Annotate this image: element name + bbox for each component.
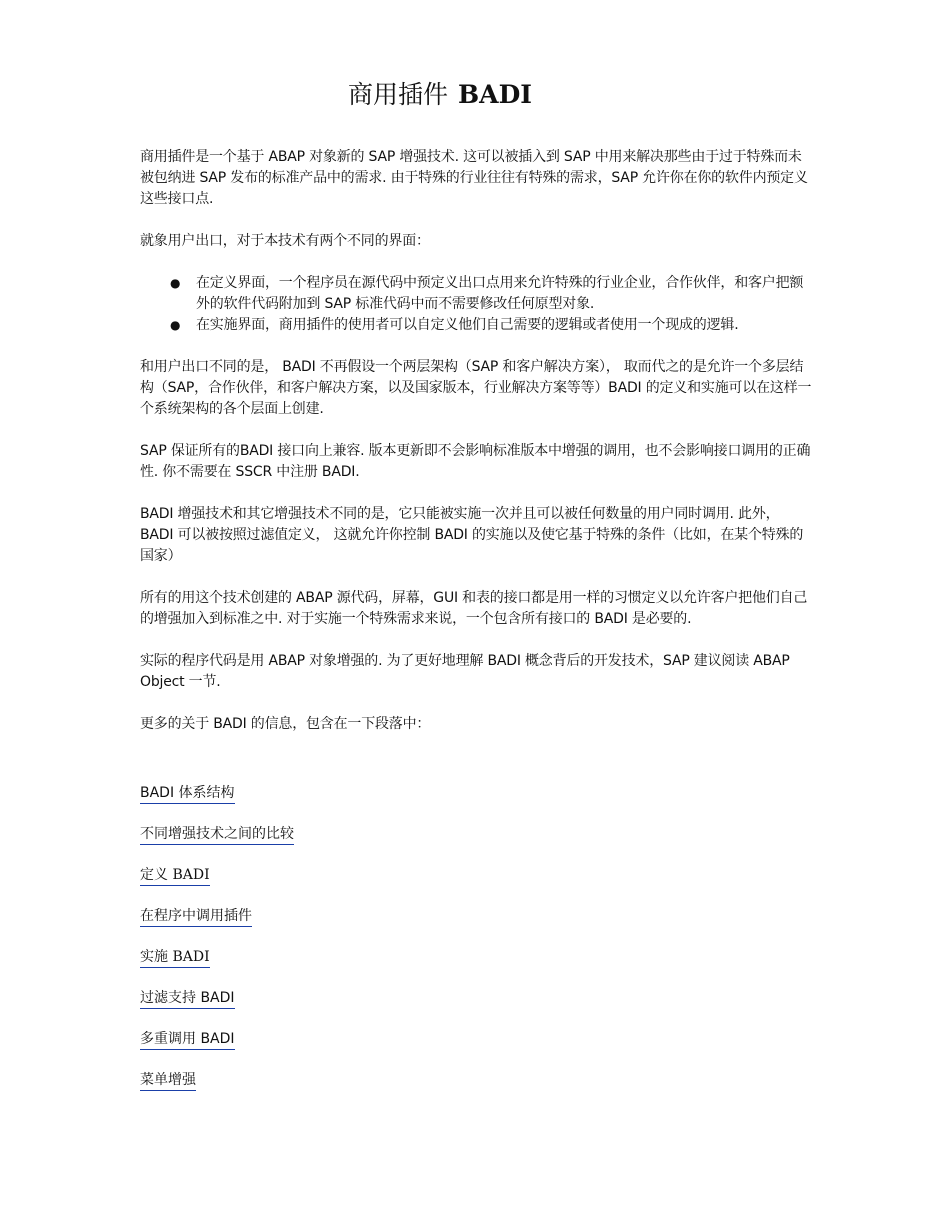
link-enhancement-comparison[interactable]: 不同增强技术之间的比较 <box>140 825 294 845</box>
link-call-in-program[interactable]: 在程序中调用插件 <box>140 907 252 927</box>
interface-list <box>140 273 812 336</box>
paragraph-more-info: 更多的关于 BADI 的信息，包含在一下段落中： <box>140 716 431 732</box>
link-define-badi[interactable]: 定义 BADI <box>140 866 210 886</box>
list-item: ● 在定义界面，一个程序员在源代码中预定义出口点用来允许特殊的行业企业，合作伙伴，和客户把额外的软件代码附加到 SAP 标准代码中而不需要修改任何原型对象. <box>170 275 804 312</box>
paragraph-multilayer: 和用户出口不同的是， BADI 不再假设一个两层架构（SAP 和客户解决方案）， 取而代之的是允许一个多层结构（SAP，合作伙伴，和客户解决方案，以及国家版本，行业解决方案等等）BADI 的定义和实施可以在这样一个系统架构的各个层面上创建. <box>140 359 812 417</box>
paragraph-intro: 商用插件是一个基于 ABAP 对象新的 SAP 增强技术. 这可以被插入到 SAP 中用来解决那些由于过于特殊而未被包纳进 SAP 发布的标准产品中的需求. 由于特殊的行业往往有特殊的需求，SAP 允许你在你的软件内预定义这些接口点. <box>140 149 808 207</box>
link-multiple-use[interactable]: 多重调用 BADI <box>140 1030 235 1050</box>
bullet-icon: ● <box>170 276 181 290</box>
body-content <box>140 147 812 756</box>
paragraph-interfaces: 就象用户出口，对于本技术有两个不同的界面： <box>140 233 430 249</box>
title-cn: 商用插件 <box>348 80 449 109</box>
link-badi-architecture[interactable]: BADI 体系结构 <box>140 784 235 804</box>
paragraph-filter: BADI 增强技术和其它增强技术不同的是，它只能被实施一次并且可以被任何数量的用户同时调用. 此外，BADI 可以被按照过滤值定义， 这就允许你控制 BADI 的实施以及使它基于特殊的条件（比如，在某个特殊的国家） <box>140 506 804 564</box>
page-title <box>0 80 880 110</box>
paragraph-code: 实际的程序代码是用 ABAP 对象增强的. 为了更好地理解 BADI 概念背后的开发技术，SAP 建议阅读 ABAP Object 一节. <box>140 653 790 690</box>
title-en: BADI <box>458 80 532 109</box>
list-item: ● 在实施界面，商用插件的使用者可以自定义他们自己需要的逻辑或者使用一个现成的逻辑. <box>196 315 812 336</box>
paragraph-compat: SAP 保证所有的BADI 接口向上兼容. 版本更新即不会影响标准版本中增强的调用，也不会影响接口调用的正确性. 你不需要在 SSCR 中注册 BADI. <box>140 443 811 480</box>
paragraph-conventions: 所有的用这个技术创建的 ABAP 源代码，屏幕，GUI 和表的接口都是用一样的习惯定义以允许客户把他们自己的增强加入到标准之中. 对于实施一个特殊需求来说，一个包含所有接口的 BADI 是必要的. <box>140 590 808 627</box>
link-filter-support[interactable]: 过滤支持 BADI <box>140 989 235 1009</box>
link-implement-badi[interactable]: 实施 BADI <box>140 948 210 968</box>
bullet-icon: ● <box>170 318 181 332</box>
link-menu-enhancement[interactable]: 菜单增强 <box>140 1071 196 1091</box>
section-links <box>140 784 294 1112</box>
